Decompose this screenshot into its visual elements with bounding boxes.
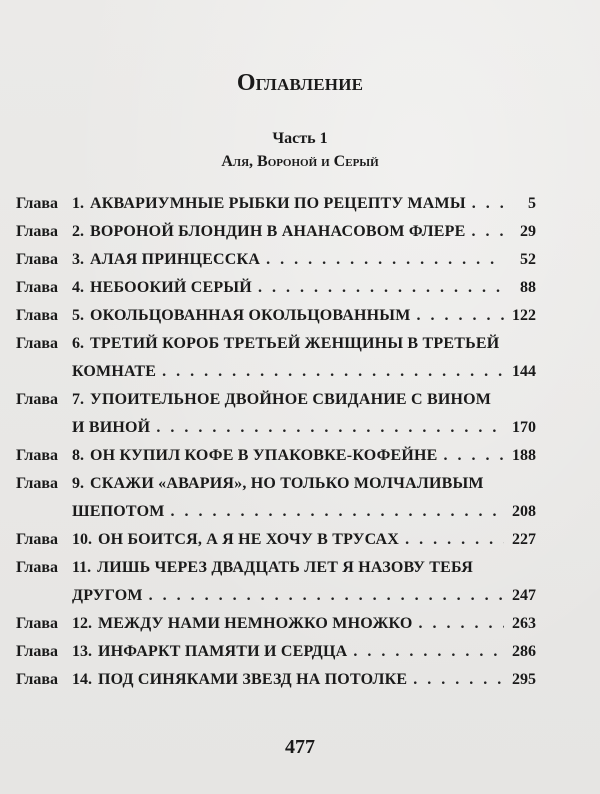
toc-entry-line	[16, 470, 536, 498]
chapter-number: 14.	[72, 671, 92, 688]
chapter-label: Глава	[16, 223, 58, 240]
chapter-page-number: 247	[512, 587, 536, 604]
leader-dots	[162, 358, 504, 386]
chapter-label: Глава	[16, 643, 58, 660]
toc-entry-line	[16, 190, 536, 218]
toc-entry	[16, 470, 536, 526]
part-subtitle: Аля, Вороной и Серый	[221, 153, 379, 170]
toc-entry	[16, 638, 536, 666]
chapter-label: Глава	[16, 475, 58, 492]
chapter-label: Глава	[16, 195, 58, 212]
chapter-title: ИНФАРКТ ПАМЯТИ И СЕРДЦА	[98, 643, 348, 660]
chapter-number: 5.	[72, 307, 84, 324]
chapter-title: ОН КУПИЛ КОФЕ В УПАКОВКЕ-КОФЕЙНЕ	[90, 447, 438, 464]
toc-entry	[16, 386, 536, 442]
toc-entry-continuation	[16, 582, 536, 610]
chapter-title: И ВИНОЙ	[72, 419, 151, 436]
toc-entry	[16, 274, 536, 302]
chapter-page-number: 208	[512, 503, 536, 520]
toc-entry-line	[16, 666, 536, 694]
chapter-page-number: 263	[512, 615, 536, 632]
chapter-number: 3.	[72, 251, 84, 268]
chapter-label: Глава	[16, 447, 58, 464]
chapter-label: Глава	[16, 671, 58, 688]
toc-entry-line	[16, 386, 536, 414]
toc-entry	[16, 218, 536, 246]
chapter-title: ПОД СИНЯКАМИ ЗВЕЗД НА ПОТОЛКЕ	[98, 671, 408, 688]
toc-entry-continuation	[16, 414, 536, 442]
leader-dots	[149, 582, 504, 610]
leader-dots	[417, 302, 505, 330]
chapter-label: Глава	[16, 251, 58, 268]
chapter-label: Глава	[16, 559, 58, 576]
toc-entry	[16, 190, 536, 218]
toc-entry-line	[16, 526, 536, 554]
part-label: Часть 1	[272, 130, 328, 147]
leader-dots	[266, 246, 504, 274]
toc-entry-line	[16, 246, 536, 274]
leader-dots	[405, 526, 504, 554]
chapter-page-number: 144	[512, 363, 536, 380]
toc-entry	[16, 526, 536, 554]
toc-entry-continuation	[16, 358, 536, 386]
toc-entry-line	[16, 302, 536, 330]
chapter-number: 4.	[72, 279, 84, 296]
toc-entry	[16, 666, 536, 694]
chapter-label: Глава	[16, 391, 58, 408]
toc-entry-line	[16, 610, 536, 638]
leader-dots	[171, 498, 504, 526]
chapter-page-number: 188	[512, 447, 536, 464]
chapter-page-number: 29	[520, 223, 536, 240]
chapter-label: Глава	[16, 335, 58, 352]
page-number: 477	[285, 736, 315, 758]
toc-entry-line	[16, 218, 536, 246]
chapter-title: ОКОЛЬЦОВАННАЯ ОКОЛЬЦОВАННЫМ	[90, 307, 411, 324]
leader-dots	[444, 442, 504, 470]
chapter-page-number: 122	[512, 307, 536, 324]
chapter-number: 10.	[72, 531, 92, 548]
chapter-title: ВОРОНОЙ БЛОНДИН В АНАНАСОВОМ ФЛЕРЕ	[90, 223, 466, 240]
toc-entry	[16, 302, 536, 330]
toc-entry-continuation	[16, 498, 536, 526]
chapter-label: Глава	[16, 307, 58, 324]
leader-dots	[413, 666, 504, 694]
chapter-title: ЛИШЬ ЧЕРЕЗ ДВАДЦАТЬ ЛЕТ Я НАЗОВУ ТЕБЯ	[97, 559, 473, 576]
chapter-page-number: 295	[512, 671, 536, 688]
chapter-page-number: 88	[520, 279, 536, 296]
leader-dots	[258, 274, 504, 302]
chapter-title: ШЕПОТОМ	[72, 503, 165, 520]
chapter-number: 12.	[72, 615, 92, 632]
toc-entry	[16, 442, 536, 470]
toc-entry	[16, 246, 536, 274]
chapter-page-number: 52	[520, 251, 536, 268]
chapter-page-number: 5	[528, 195, 536, 212]
chapter-title: КОМНАТЕ	[72, 363, 157, 380]
toc-entry-line	[16, 638, 536, 666]
toc-entry-line	[16, 442, 536, 470]
toc-entry	[16, 330, 536, 386]
chapter-number: 13.	[72, 643, 92, 660]
chapter-number: 9.	[72, 475, 84, 492]
toc-entry-line	[16, 330, 536, 358]
leader-dots	[472, 190, 504, 218]
chapter-label: Глава	[16, 615, 58, 632]
toc-entry-line	[16, 554, 536, 582]
chapter-number: 6.	[72, 335, 84, 352]
chapter-title: ТРЕТИЙ КОРОБ ТРЕТЬЕЙ ЖЕНЩИНЫ В ТРЕТЬЕЙ	[90, 335, 500, 352]
chapter-title: МЕЖДУ НАМИ НЕМНОЖКО МНОЖКО	[98, 615, 413, 632]
chapter-number: 11.	[72, 559, 92, 576]
chapter-page-number: 170	[512, 419, 536, 436]
chapter-page-number: 286	[512, 643, 536, 660]
chapter-title: АЛАЯ ПРИНЦЕССКА	[90, 251, 261, 268]
chapter-number: 2.	[72, 223, 84, 240]
leader-dots	[472, 218, 505, 246]
chapter-number: 7.	[72, 391, 84, 408]
chapter-number: 1.	[72, 195, 84, 212]
page-title: Оглавление	[236, 70, 364, 96]
chapter-title: ОН БОИТСЯ, А Я НЕ ХОЧУ В ТРУСАХ	[98, 531, 400, 548]
chapter-title: ДРУГОМ	[72, 587, 143, 604]
toc-entry	[16, 610, 536, 638]
table-of-contents	[16, 190, 536, 694]
leader-dots	[156, 414, 504, 442]
chapter-title: УПОИТЕЛЬНОЕ ДВОЙНОЕ СВИДАНИЕ С ВИНОМ	[90, 391, 492, 408]
toc-entry-line	[16, 274, 536, 302]
chapter-title: СКАЖИ «АВАРИЯ», НО ТОЛЬКО МОЛЧАЛИВЫМ	[90, 475, 484, 492]
chapter-number: 8.	[72, 447, 84, 464]
toc-entry	[16, 554, 536, 610]
chapter-label: Глава	[16, 531, 58, 548]
chapter-page-number: 227	[512, 531, 536, 548]
leader-dots	[353, 638, 504, 666]
chapter-title: АКВАРИУМНЫЕ РЫБКИ ПО РЕЦЕПТУ МАМЫ	[90, 195, 466, 212]
chapter-title: НЕБООКИЙ СЕРЫЙ	[90, 279, 252, 296]
leader-dots	[419, 610, 504, 638]
chapter-label: Глава	[16, 279, 58, 296]
